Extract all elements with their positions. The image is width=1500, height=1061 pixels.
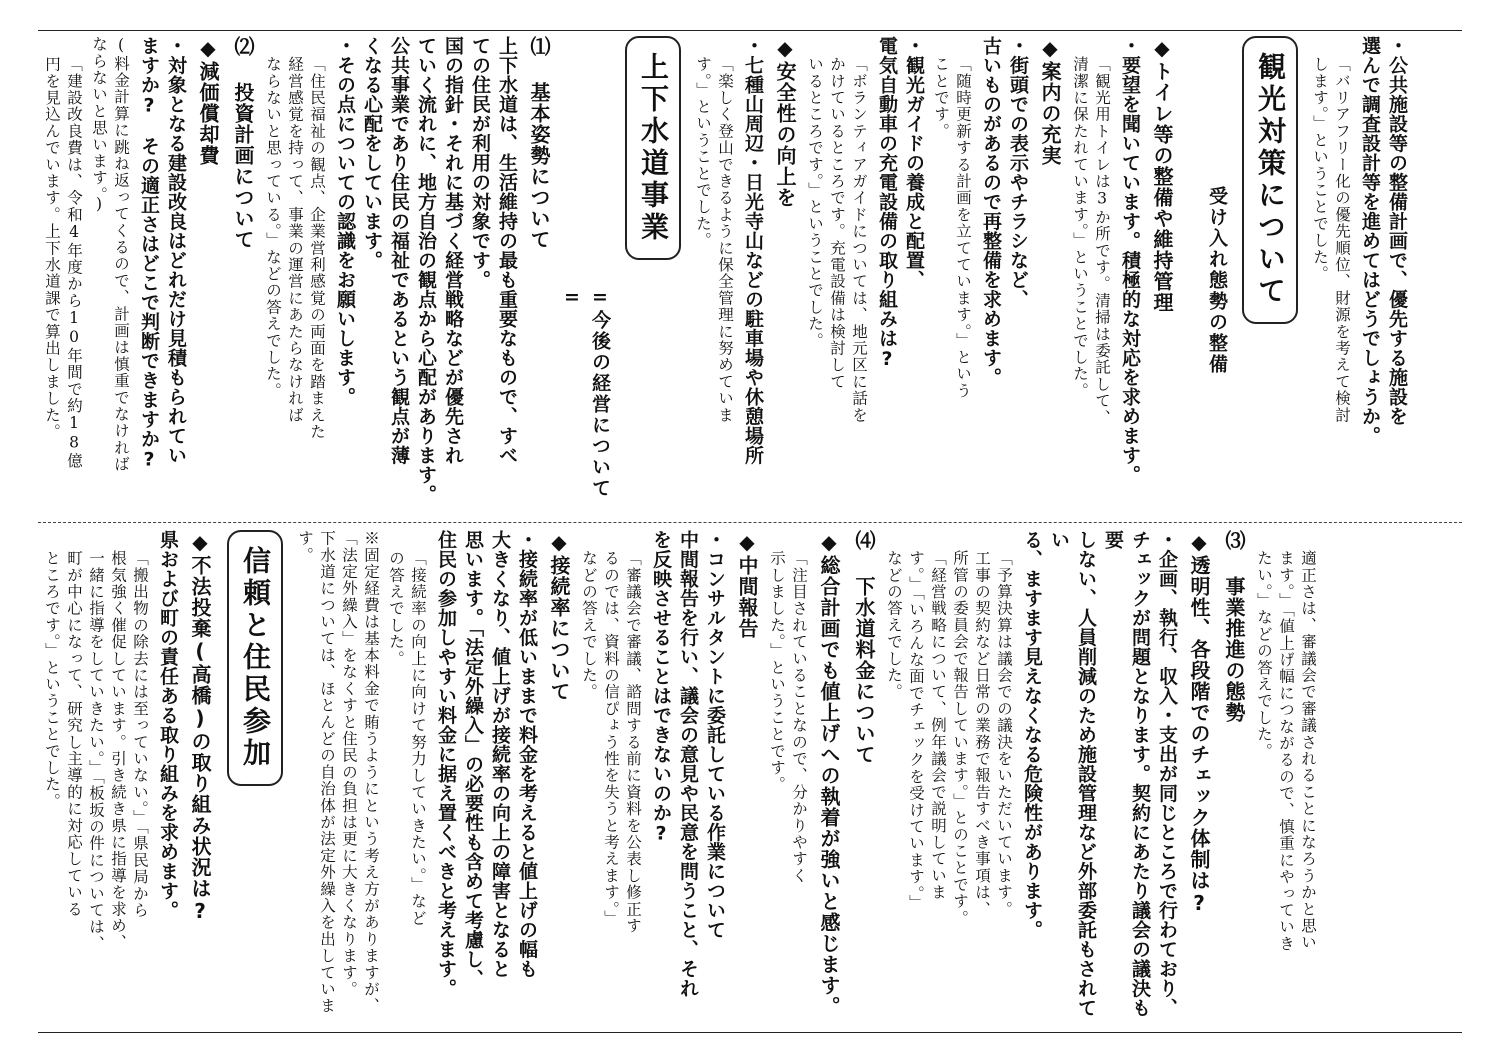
- question: ・接続率が低いままで料金を考えると値上げの幅も 大きくなり、値上げが接続率の向上の障害となると 思います。「法定外繰入」の必要性も含めて考慮し、 住民の参加しやすい料金に据え置くべきと考えます。: [435, 530, 538, 998]
- question: ・対象となる建設改良はどれだけ見積もられてい ますか? その適正さはどこで判断できますか?: [138, 36, 187, 471]
- note: (料金計算に跳ね返ってくるので、計画は慎重でなければ ならないと思います。): [90, 36, 130, 473]
- answer: 「注目されていることなので、分かりやすく 示しました。」ということです。: [768, 550, 808, 884]
- section-heading-trust: 信頼と住民参加: [227, 530, 283, 786]
- topic-heading: ◆安全性の向上を: [773, 36, 797, 208]
- answer: 「バリアフリー化の優先順位、財源を考えて検討 します。」ということでした。: [1311, 56, 1351, 424]
- question: ・企画、執行、収入・支出が同じところで行わており、 チェックが問題となります。契約にあたり議会の議決も要 しない、人員削減のため施設管理など外部委託もされてい る、ますます見えなくなる危険性があります。: [1021, 530, 1178, 1018]
- numbered-heading: ⑷ 下水道料金について: [852, 530, 876, 765]
- numbered-heading: ⑴ 基本姿勢について: [527, 36, 551, 250]
- topic-heading: ◆総合計画でも値上げへの執着が強いと感じます。: [817, 530, 841, 1017]
- topic-heading: ◆接続率について: [547, 530, 571, 702]
- section-heading-tourism: 観光対策について: [1242, 36, 1298, 324]
- section-heading-water: 上下水道事業: [625, 36, 681, 260]
- topic-heading: ◆減価償却費: [196, 36, 220, 166]
- lower-section: [38, 530, 1462, 1026]
- answer: 「予算決算は議会での議決をいただいています。 工事の契約など日常の業務で報告すべき事項は、 所管の委員会で報告しています。」とのことです。 「経営戦略について、例年議会で説明していま す。」「いろんな面でチェックを受けています。」 などの答えでした。: [885, 550, 1013, 927]
- topic-heading: ◆中間報告: [735, 530, 759, 639]
- answer: 「観光用トイレは3か所です。清掃は委託して、 清潔に保たれています。」ということでした。: [1071, 56, 1111, 426]
- answer: 「住民福祉の観点、企業営利感覚の両面を踏まえた 経営感覚を持って、事業の運営にあたらなければ ならないと思っている。」などの答えでした。: [264, 56, 326, 441]
- question: ・公共施設等の整備計画で、優先する施設を 選んで調査設計等を進めてはどうでしょうか。: [1359, 36, 1408, 446]
- topic-heading: ◆トイレ等の整備や維持管理: [1150, 36, 1174, 313]
- answer: 「随時更新する計画を立てています。」という ことです。: [932, 56, 972, 399]
- numbered-heading: ⑶ 事業推進の態勢: [1222, 530, 1246, 723]
- top-rule: [38, 30, 1462, 31]
- question: ・七種山周辺・日光寺山などの駐車場や休憩場所: [742, 36, 764, 465]
- middle-rule: [38, 522, 1462, 523]
- numbered-heading: ⑵ 投資計画について: [231, 36, 255, 250]
- upper-text-column: [38, 36, 1417, 518]
- topic-heading: ◆不法投棄(高橋)の取り組み状況は?: [188, 530, 212, 924]
- question: ・要望を聞いています。積極的な対応を求めます。: [1119, 36, 1141, 485]
- answer: 「建設改良費は、令和4年度から10年間で約18億 円を見込んでいます。上下水道課で算出しました。: [43, 56, 83, 470]
- topic-heading: ◆透明性、各段階でのチェック体制は?: [1187, 530, 1211, 916]
- answer: 「楽しく登山できるように保全管理に努めていま す。」ということでした。: [694, 56, 734, 424]
- lower-text-column: [38, 530, 1326, 1026]
- topic-heading: ◆案内の充実: [1038, 36, 1062, 166]
- upper-section: [38, 36, 1462, 518]
- bottom-rule: [38, 1032, 1462, 1033]
- answer: 「搬出物の除去には至っていない。」「県民局から 根気強く催促しています。引き続き県に指導を求め、 一緒に指導をしていきたい。」「板坂の件については、 町が中心になって、研究し主導的に対応している ところです。」ということでした。: [43, 550, 149, 952]
- question: ・街頭での表示やチラシなど、 古いものがあるので再整備を求めます。: [980, 36, 1029, 387]
- subheading: =今後の経営について=: [561, 286, 611, 499]
- question: ・観光ガイドの養成と配置、 電気自動車の充電設備の取り組みは?: [876, 36, 925, 371]
- footnote: ※固定経費は基本料金で賄うようにという考え方がありますが、 「法定外繰入」をなくすと住民の負担は更に大きくなります。 下水道については、ほとんどの自治体が法定外繰入を出しています。: [296, 530, 380, 1015]
- question: ・コンサルタントに委託している作業について 中間報告を行い、議会の意見や民意を問うこと、それ を反映させることはできないのか?: [650, 530, 726, 998]
- answer: 「ボランティアガイドについては、地元区に話を かけているところです。充電設備は検討して いるところです。」ということでした。: [806, 56, 868, 424]
- subheading: 受け入れ態勢の整備: [1206, 186, 1228, 375]
- question: 県および町の責任ある取り組みを求めます。: [157, 530, 179, 920]
- answer: 「接続率の向上に向けて努力していきたい。」など の答えでした。: [387, 550, 427, 927]
- answer: 適正さは、審議会で審議されることになろうかと思い ます。」「値上げ幅につながるので、慎重にやっていき たい。」などの答えでした。: [1255, 550, 1317, 952]
- answer: 「審議会で審議、諮問する前に資料を公表し修正す るのでは、資料の信ぴょう性を失うと考えます。」 などの答えでした。: [580, 550, 642, 935]
- body-statement: 上下水道は、生活維持の最も重要なもので、すべ ての住民が利用の対象です。 国の指針・それに基づく経営戦略などが優先され ていく流れに、地方自治の観点から心配があります。 公共事業であり住民の福祉であるという観点が薄 くなる心配をしています。 ・その点についての認識をお願いします。: [334, 36, 518, 504]
